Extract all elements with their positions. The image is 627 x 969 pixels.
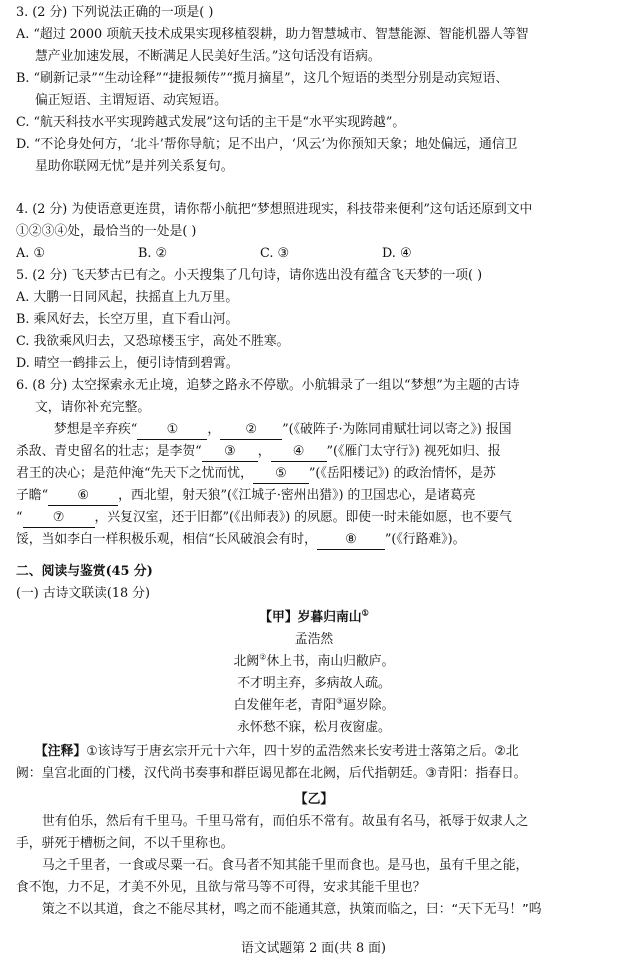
subsection-heading: (一) 古诗文联读(18 分) (16, 586, 150, 601)
q3-option-b-cont: 偏正短语、主谓短语、动宾短语。 (35, 93, 227, 108)
fill-blank-8[interactable]: ⑧ (317, 531, 385, 550)
q3-option-a: A. “超过 2000 项航天技术成果实现移植裂耕，助力智慧城市、智慧能源、智能机器人等智 (16, 27, 529, 42)
q3-stem: 3. (2 分) 下列说法正确的一项是( ) (16, 5, 214, 20)
q3-option-d-cont: 星助你联网无忧”是并列关系复句。 (35, 159, 234, 174)
q4-stem: 4. (2 分) 为使语意更连贯，请你帮小航把“梦想照进现实，科技带来便利”这句话还原到文中 (16, 202, 533, 217)
fill-blank-4[interactable]: ④ (271, 443, 327, 462)
notes (16, 741, 612, 785)
q3-option-d: D. “不论身处何方，‘北斗’帮你导航；足不出户，‘风云’为你预知天象；地处偏远，通信卫 (16, 137, 518, 152)
q5-option-a: A. 大鹏一日同风起，扶摇直上九万里。 (16, 290, 239, 305)
q4-stem-cont: ①②③④处，最恰当的一处是( ) (16, 224, 197, 239)
fill-blank-1[interactable]: ① (137, 421, 207, 440)
poem-line-2: 不才明主弃，多病故人疏。 (237, 676, 391, 691)
passage-yi (16, 789, 612, 921)
q3-option-a-cont: 慧产业加速发展，不断满足人民美好生活。”这句话没有语病。 (35, 49, 381, 64)
q5-option-d: D. 晴空一鹤排云上，便引诗情到碧霄。 (16, 356, 239, 371)
section-2 (16, 561, 612, 605)
notes-line-2: 阙：皇宫北面的门楼，汉代尚书奏事和群臣谒见都在北阙，后代指朝廷。③青阳：指春日。 (16, 766, 527, 781)
fill-blank-2[interactable]: ② (220, 421, 282, 440)
yi-para-3: 策之不以其道，食之不能尽其材，鸣之而不能通其意，执策而临之，曰：“天下无马！”呜 (42, 902, 542, 917)
q5-stem: 5. (2 分) 飞天梦古已有之。小天搜集了几句诗，请你选出没有蕴含飞天梦的一项( ) (16, 268, 483, 283)
poem-line-1: 北阙②休上书，南山归敝庐。 (233, 652, 395, 669)
poem-author: 孟浩然 (294, 632, 334, 647)
question-3 (16, 2, 612, 178)
q4-options (16, 243, 612, 265)
yi-para-2-cont: 食不饱，力不足，才美不外见，且欲与常马等不可得，安求其能千里也？ (16, 880, 426, 895)
q4-option-d: D. ④ (382, 246, 412, 261)
question-6 (16, 375, 612, 551)
q4-option-c: C. ③ (260, 246, 289, 261)
yi-para-1-cont: 手，骈死于槽枥之间，不以千里称也。 (16, 836, 234, 851)
q5-option-c: C. 我欲乘风归去，又恐琼楼玉宇，高处不胜寒。 (16, 334, 290, 349)
fill-blank-7[interactable]: ⑦ (23, 509, 95, 528)
q6-stem-cont: 文，请你补充完整。 (35, 400, 151, 415)
fill-blank-5[interactable]: ⑤ (253, 465, 309, 484)
fill-blank-3[interactable]: ③ (202, 443, 258, 462)
q6-stem: 6. (8 分) 太空探索永无止境，追梦之路永不停歇。小航辑录了一组以“梦想”为主题的古诗 (16, 378, 520, 393)
q6-passage-line-1: 梦想是辛弃疾“ ① ， ② ”(《破阵子·为陈同甫赋壮词以寄之》) 报国 (16, 419, 612, 441)
q3-option-c: C. “航天科技水平实现跨越式发展”这句话的主干是“水平实现跨越”。 (16, 115, 406, 130)
poem-title: 【甲】岁暮归南山① (259, 607, 369, 625)
q6-passage-line-5: “ ⑦ ，兴复汉室，还于旧都”(《出师表》) 的夙愿。即使一时未能如愿，也不要气 (16, 507, 612, 529)
yi-para-2: 马之千里者，一食或尽粟一石。食马者不知其能千里而食也。是马也，虽有千里之能， (42, 858, 529, 873)
q6-passage-line-2: 杀敌、青史留名的壮志；是李贺“ ③ ， ④ ”(《雁门太守行》) 视死如归、报 (16, 441, 612, 463)
poem-line-3: 白发催年老，青阳③逼岁除。 (233, 696, 395, 713)
section-heading: 二、阅读与鉴赏(45 分) (16, 564, 153, 579)
notes-line-1: 【注释】①该诗写于唐玄宗开元十六年，四十岁的孟浩然来长安考进士落第之后。②北 (35, 744, 519, 759)
page-footer: 语文试题第 2 面(共 8 面) (241, 941, 386, 956)
poem-jia (16, 607, 612, 739)
q4-option-b: B. ② (138, 246, 168, 261)
yi-para-1: 世有伯乐，然后有千里马。千里马常有，而伯乐不常有。故虽有名马，祇辱于奴隶人之 (42, 814, 529, 829)
poem-line-4: 永怀愁不寐，松月夜窗虚。 (237, 720, 391, 735)
q6-passage-line-4: 子瞻“ ⑥ ，西北望，射天狼”(《江城子·密州出猎》) 的卫国忠心，是诸葛亮 (16, 485, 612, 507)
q4-option-a: A. ① (16, 246, 45, 261)
question-4 (16, 199, 612, 265)
question-5 (16, 265, 612, 375)
fill-blank-6[interactable]: ⑥ (48, 487, 118, 506)
q3-option-b: B. “刷新记录”“生动诠释”“捷报频传”“揽月摘星”，这几个短语的类型分别是动宾短语、 (16, 71, 509, 86)
q6-passage-line-3: 君王的决心；是范仲淹“先天下之忧而忧， ⑤ ”(《岳阳楼记》) 的政治情怀，是苏 (16, 463, 612, 485)
q5-option-b: B. 乘风好去，长空万里，直下看山河。 (16, 312, 239, 327)
q6-passage-line-6: 馁，当如李白一样积极乐观，相信“长风破浪会有时， ⑧ ”(《行路难》)。 (16, 529, 612, 551)
passage-yi-title: 【乙】 (294, 792, 334, 807)
